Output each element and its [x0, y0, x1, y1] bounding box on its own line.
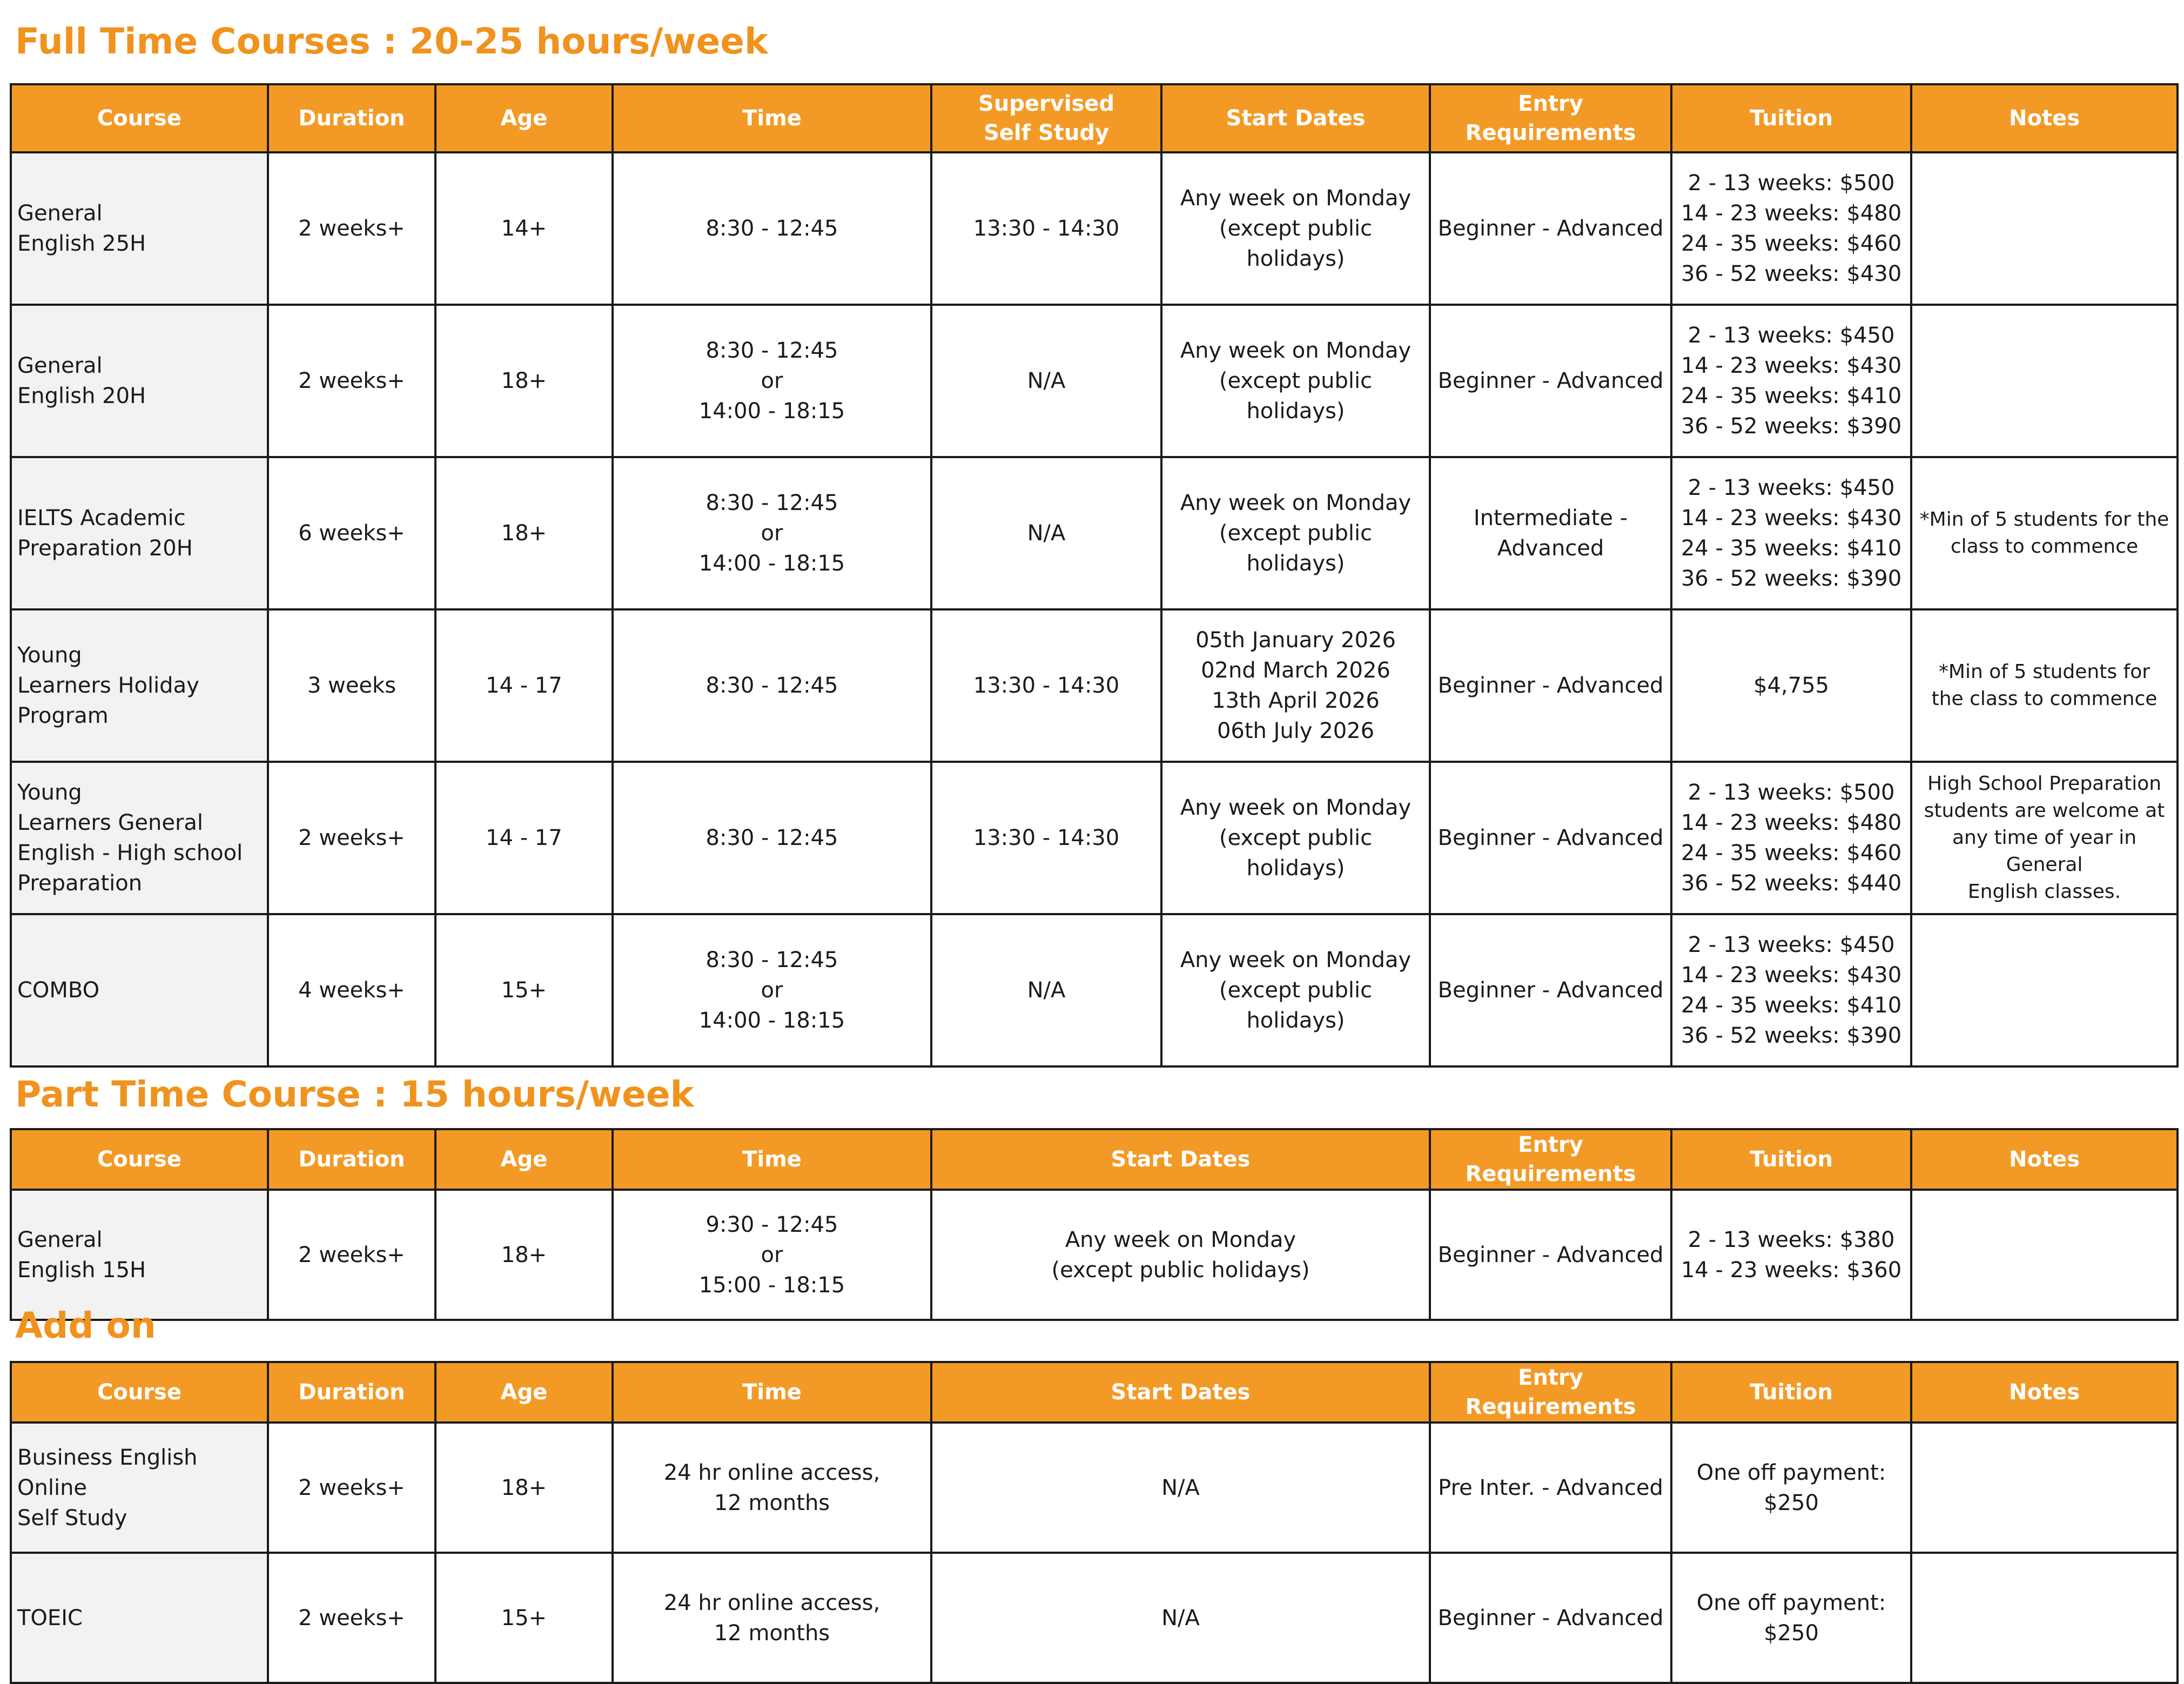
entry-requirements-cell: Beginner - Advanced	[1430, 762, 1671, 914]
header-age: Age	[435, 84, 613, 152]
header-duration: Duration	[268, 1362, 435, 1423]
course-name: Young Learners General English - High school Preparation	[11, 762, 268, 914]
age-cell: 18+	[435, 1190, 613, 1320]
notes-cell: *Min of 5 students for the class to commence	[1911, 457, 2178, 609]
time-cell: 8:30 - 12:45 or 14:00 - 18:15	[613, 305, 931, 457]
tuition-cell: One off payment: $250	[1671, 1553, 1911, 1683]
notes-cell: *Min of 5 students for the class to commence	[1911, 609, 2178, 762]
self-study-cell: 13:30 - 14:30	[931, 762, 1161, 914]
header-course: Course	[11, 1362, 268, 1423]
self-study-cell: N/A	[931, 305, 1161, 457]
section-title-part-time: Part Time Course : 15 hours/week	[15, 1074, 694, 1115]
table-header-row	[11, 84, 2178, 152]
header-entry-requirements: Entry Requirements	[1430, 1129, 1671, 1190]
age-cell: 14 - 17	[435, 609, 613, 762]
table-row	[11, 762, 2178, 914]
age-cell: 18+	[435, 1423, 613, 1553]
age-cell: 15+	[435, 1553, 613, 1683]
section-title-full-time: Full Time Courses : 20-25 hours/week	[15, 21, 768, 62]
start-dates-cell: Any week on Monday (except public holidays)	[931, 1190, 1430, 1320]
entry-requirements-cell: Beginner - Advanced	[1430, 152, 1671, 305]
time-cell: 8:30 - 12:45 or 14:00 - 18:15	[613, 914, 931, 1066]
table-row	[11, 1423, 2178, 1553]
self-study-cell: 13:30 - 14:30	[931, 609, 1161, 762]
start-dates-cell: N/A	[931, 1423, 1430, 1553]
entry-requirements-cell: Beginner - Advanced	[1430, 305, 1671, 457]
header-age: Age	[435, 1129, 613, 1190]
header-entry-requirements: Entry Requirements	[1430, 84, 1671, 152]
duration-cell: 2 weeks+	[268, 762, 435, 914]
tuition-cell: 2 - 13 weeks: $380 14 - 23 weeks: $360	[1671, 1190, 1911, 1320]
course-name: General English 15H	[11, 1190, 268, 1320]
age-cell: 18+	[435, 305, 613, 457]
header-time: Time	[613, 1362, 931, 1423]
notes-cell	[1911, 1553, 2178, 1683]
age-cell: 14+	[435, 152, 613, 305]
add-on-table	[10, 1361, 2179, 1684]
tuition-cell: 2 - 13 weeks: $500 14 - 23 weeks: $480 24 - 35 weeks: $460 36 - 52 weeks: $430	[1671, 152, 1911, 305]
table-row	[11, 1190, 2178, 1320]
course-name: TOEIC	[11, 1553, 268, 1683]
course-name: Young Learners Holiday Program	[11, 609, 268, 762]
header-age: Age	[435, 1362, 613, 1423]
age-cell: 18+	[435, 457, 613, 609]
tuition-cell: 2 - 13 weeks: $450 14 - 23 weeks: $430 24 - 35 weeks: $410 36 - 52 weeks: $390	[1671, 305, 1911, 457]
header-duration: Duration	[268, 1129, 435, 1190]
section-title-add-on: Add on	[15, 1305, 156, 1346]
age-cell: 15+	[435, 914, 613, 1066]
duration-cell: 2 weeks+	[268, 305, 435, 457]
start-dates-cell: Any week on Monday (except public holidays)	[1161, 305, 1430, 457]
start-dates-cell: N/A	[931, 1553, 1430, 1683]
course-name: General English 20H	[11, 305, 268, 457]
header-entry-requirements: Entry Requirements	[1430, 1362, 1671, 1423]
table-row	[11, 457, 2178, 609]
duration-cell: 3 weeks	[268, 609, 435, 762]
table-row	[11, 609, 2178, 762]
table-row	[11, 914, 2178, 1066]
time-cell: 8:30 - 12:45 or 14:00 - 18:15	[613, 457, 931, 609]
notes-cell	[1911, 305, 2178, 457]
entry-requirements-cell: Pre Inter. - Advanced	[1430, 1423, 1671, 1553]
tuition-cell: $4,755	[1671, 609, 1911, 762]
duration-cell: 2 weeks+	[268, 1423, 435, 1553]
tuition-cell: 2 - 13 weeks: $450 14 - 23 weeks: $430 24 - 35 weeks: $410 36 - 52 weeks: $390	[1671, 914, 1911, 1066]
course-name: IELTS Academic Preparation 20H	[11, 457, 268, 609]
duration-cell: 2 weeks+	[268, 152, 435, 305]
notes-cell: High School Preparation students are welcome at any time of year in General English classes.	[1911, 762, 2178, 914]
entry-requirements-cell: Intermediate - Advanced	[1430, 457, 1671, 609]
course-name: General English 25H	[11, 152, 268, 305]
header-start-dates: Start Dates	[1161, 84, 1430, 152]
header-tuition: Tuition	[1671, 84, 1911, 152]
header-notes: Notes	[1911, 1362, 2178, 1423]
time-cell: 8:30 - 12:45	[613, 609, 931, 762]
header-course: Course	[11, 84, 268, 152]
header-tuition: Tuition	[1671, 1362, 1911, 1423]
self-study-cell: 13:30 - 14:30	[931, 152, 1161, 305]
header-tuition: Tuition	[1671, 1129, 1911, 1190]
table-header-row	[11, 1129, 2178, 1190]
table-row	[11, 152, 2178, 305]
table-header-row	[11, 1362, 2178, 1423]
table-row	[11, 1553, 2178, 1683]
notes-cell	[1911, 152, 2178, 305]
entry-requirements-cell: Beginner - Advanced	[1430, 1190, 1671, 1320]
entry-requirements-cell: Beginner - Advanced	[1430, 914, 1671, 1066]
duration-cell: 2 weeks+	[268, 1190, 435, 1320]
duration-cell: 2 weeks+	[268, 1553, 435, 1683]
header-start-dates: Start Dates	[931, 1362, 1430, 1423]
start-dates-cell: 05th January 2026 02nd March 2026 13th April 2026 06th July 2026	[1161, 609, 1430, 762]
header-notes: Notes	[1911, 84, 2178, 152]
time-cell: 24 hr online access, 12 months	[613, 1423, 931, 1553]
time-cell: 9:30 - 12:45 or 15:00 - 18:15	[613, 1190, 931, 1320]
header-course: Course	[11, 1129, 268, 1190]
header-time: Time	[613, 1129, 931, 1190]
course-name: COMBO	[11, 914, 268, 1066]
time-cell: 8:30 - 12:45	[613, 762, 931, 914]
notes-cell	[1911, 914, 2178, 1066]
notes-cell	[1911, 1190, 2178, 1320]
duration-cell: 6 weeks+	[268, 457, 435, 609]
entry-requirements-cell: Beginner - Advanced	[1430, 1553, 1671, 1683]
header-start-dates: Start Dates	[931, 1129, 1430, 1190]
full-time-courses-table	[10, 83, 2179, 1068]
table-row	[11, 305, 2178, 457]
start-dates-cell: Any week on Monday (except public holidays)	[1161, 457, 1430, 609]
self-study-cell: N/A	[931, 914, 1161, 1066]
start-dates-cell: Any week on Monday (except public holidays)	[1161, 152, 1430, 305]
header-time: Time	[613, 84, 931, 152]
entry-requirements-cell: Beginner - Advanced	[1430, 609, 1671, 762]
notes-cell	[1911, 1423, 2178, 1553]
tuition-cell: 2 - 13 weeks: $500 14 - 23 weeks: $480 24 - 35 weeks: $460 36 - 52 weeks: $440	[1671, 762, 1911, 914]
time-cell: 8:30 - 12:45	[613, 152, 931, 305]
start-dates-cell: Any week on Monday (except public holidays)	[1161, 762, 1430, 914]
header-notes: Notes	[1911, 1129, 2178, 1190]
course-name: Business English Online Self Study	[11, 1423, 268, 1553]
part-time-course-table	[10, 1128, 2179, 1321]
header-supervised-self-study: Supervised Self Study	[931, 84, 1161, 152]
start-dates-cell: Any week on Monday (except public holidays)	[1161, 914, 1430, 1066]
time-cell: 24 hr online access, 12 months	[613, 1553, 931, 1683]
age-cell: 14 - 17	[435, 762, 613, 914]
header-duration: Duration	[268, 84, 435, 152]
duration-cell: 4 weeks+	[268, 914, 435, 1066]
tuition-cell: One off payment: $250	[1671, 1423, 1911, 1553]
self-study-cell: N/A	[931, 457, 1161, 609]
tuition-cell: 2 - 13 weeks: $450 14 - 23 weeks: $430 24 - 35 weeks: $410 36 - 52 weeks: $390	[1671, 457, 1911, 609]
